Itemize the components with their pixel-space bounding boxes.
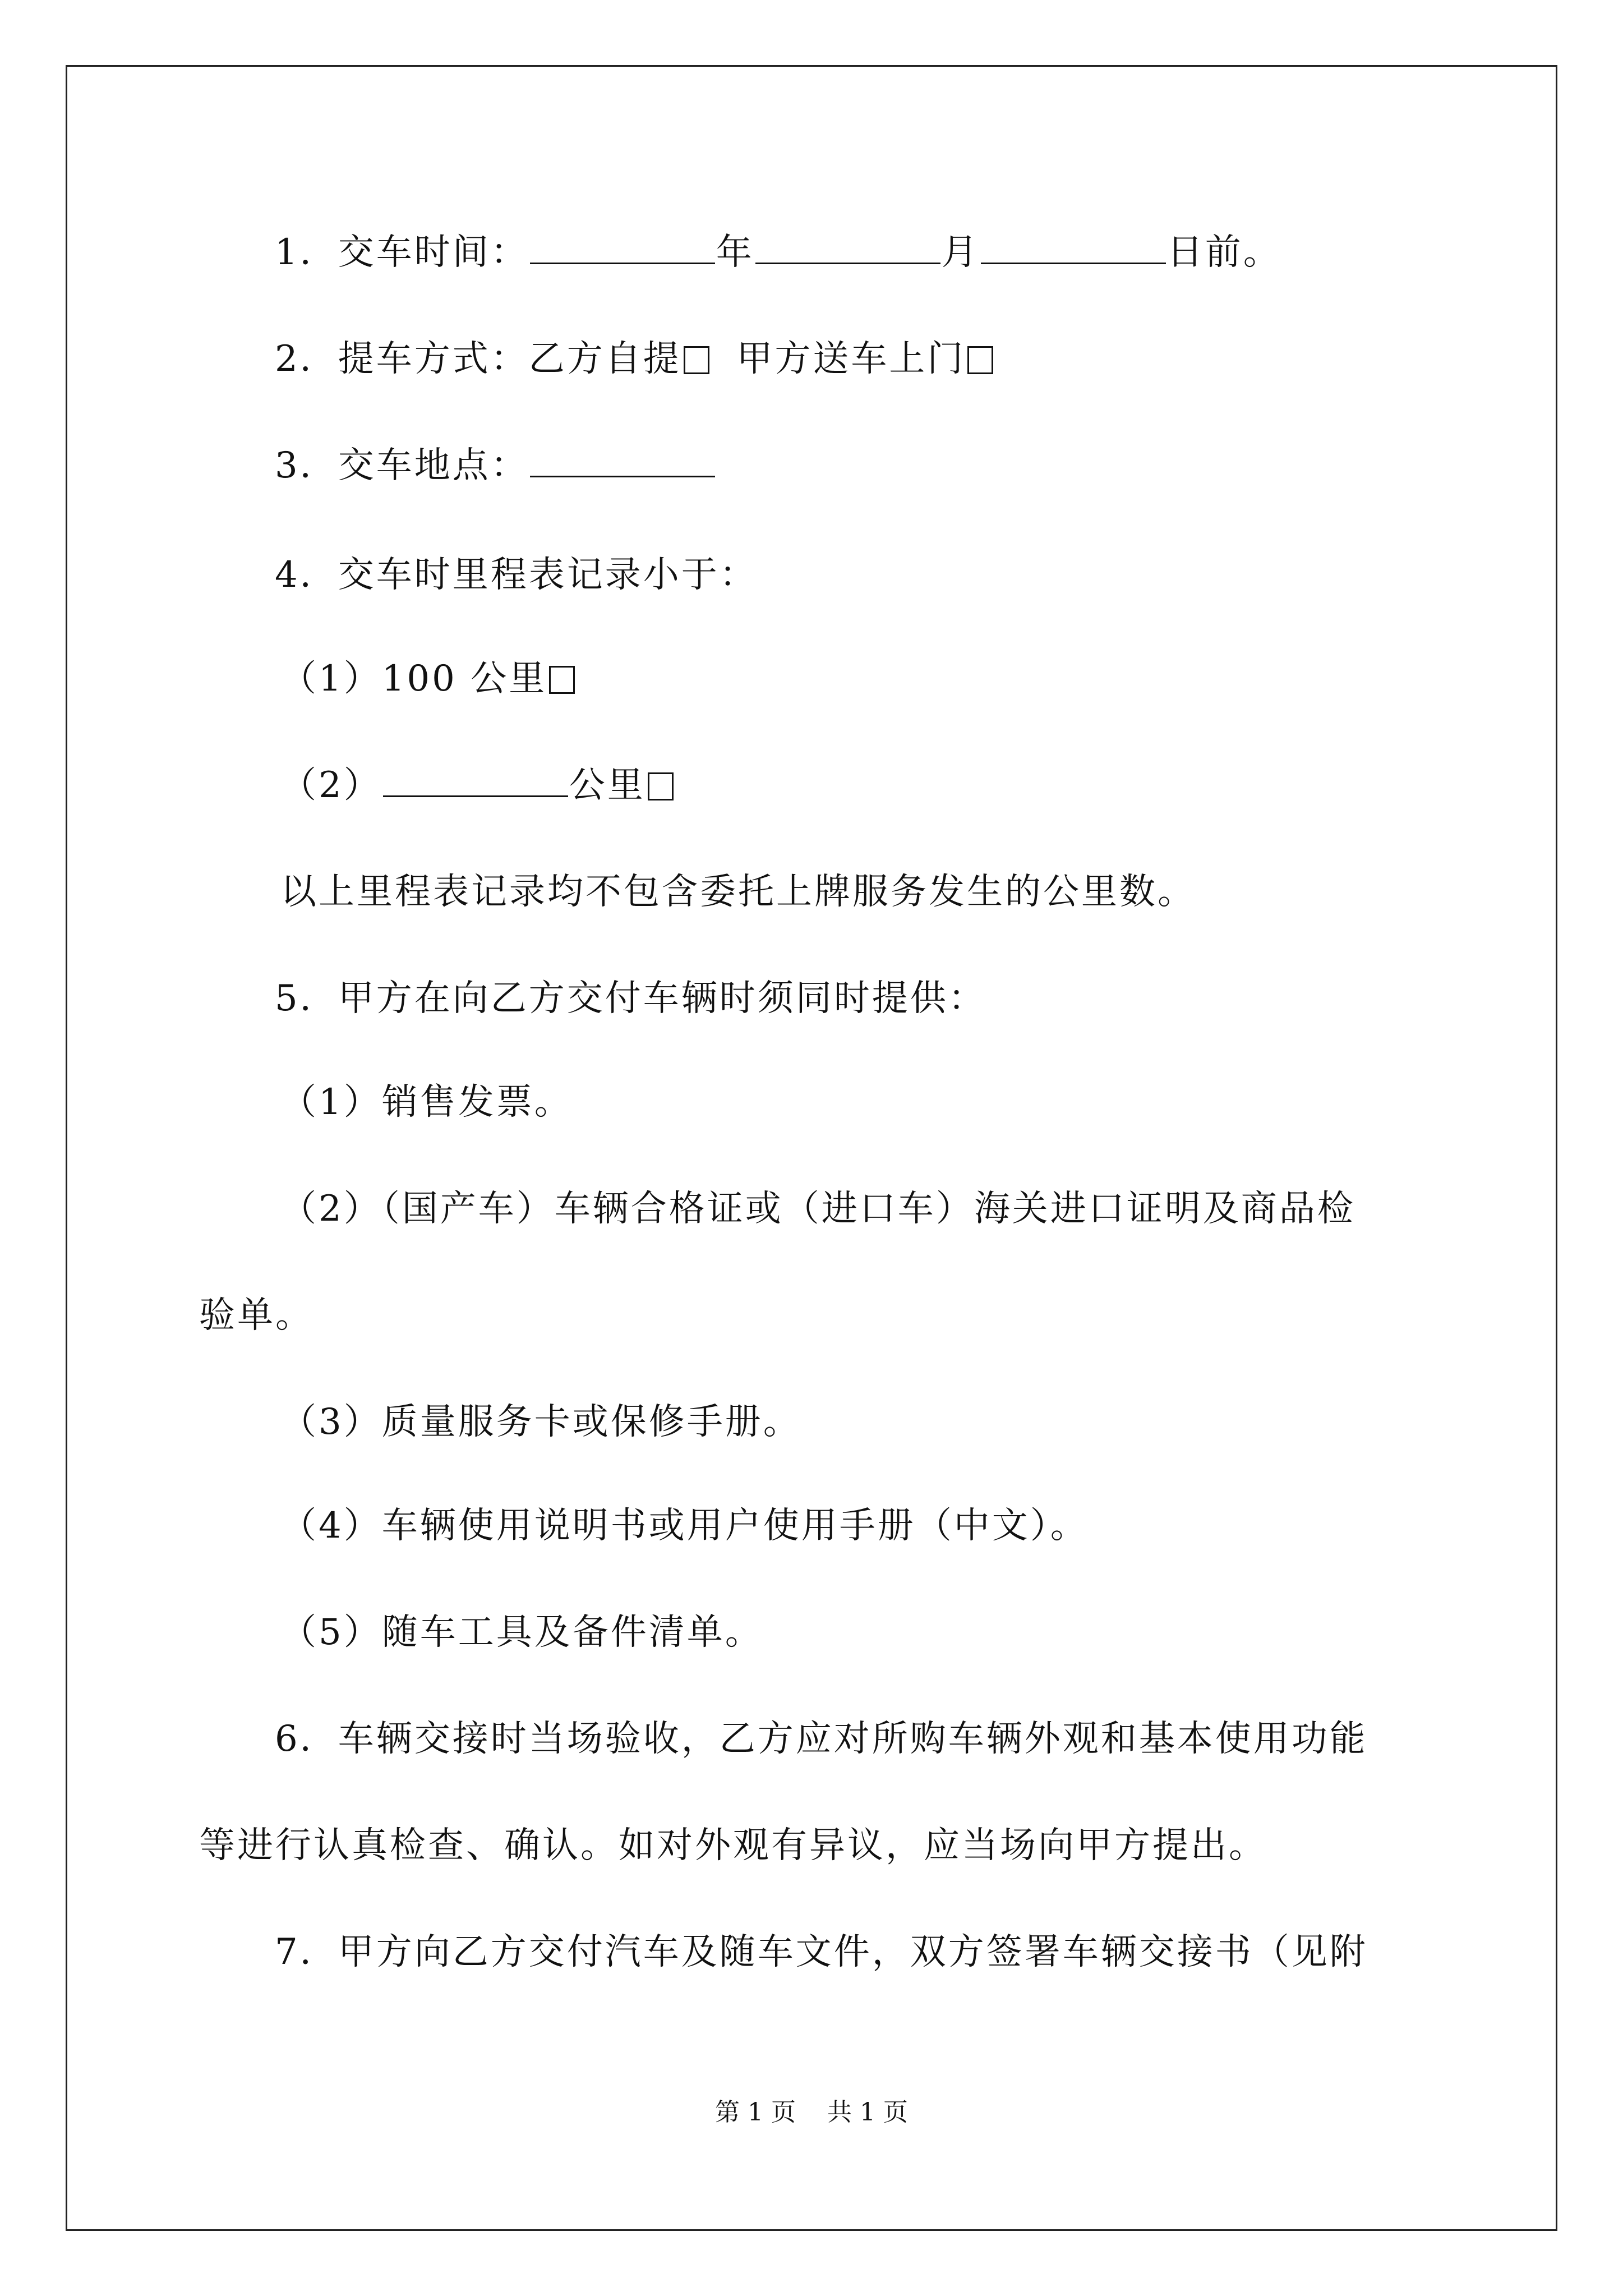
document-item-2-line2: 验单。 <box>199 1295 313 1336</box>
delivery-to-door-checkbox[interactable] <box>967 346 993 374</box>
delivery-to-door-text: 甲方送车上门 <box>736 338 966 380</box>
delivery-location-line <box>275 443 716 488</box>
mileage-blank[interactable] <box>383 763 568 797</box>
day-text: 日前。 <box>1166 232 1281 273</box>
month-text: 月 <box>941 232 980 273</box>
location-blank[interactable] <box>530 443 715 477</box>
mileage-note: 以上里程表记录均不包含委托上牌服务发生的公里数。 <box>280 871 1196 913</box>
mileage-option-2-prefix: （2） <box>280 765 382 806</box>
pickup-method-label: 2．提车方式： <box>275 338 529 380</box>
document-item-1: （1）销售发票。 <box>280 1082 573 1123</box>
year-blank[interactable] <box>530 230 715 264</box>
mileage-label: 4．交车时里程表记录小于： <box>275 554 758 596</box>
handover-line1: 7．甲方向乙方交付汽车及随车文件，双方签署车辆交接书（见附 <box>275 1931 1368 1973</box>
document-item-4: （4）车辆使用说明书或用户使用手册（中文）。 <box>280 1505 1089 1547</box>
mileage-custom-checkbox[interactable] <box>648 772 674 800</box>
day-blank[interactable] <box>981 230 1166 264</box>
mileage-option-2 <box>280 763 674 808</box>
inspection-line2: 等进行认真检查、确认。如对外观有异议，应当场向甲方提出。 <box>199 1825 1267 1866</box>
month-blank[interactable] <box>755 230 940 264</box>
mileage-option-1 <box>280 656 575 701</box>
document-item-3: （3）质量服务卡或保修手册。 <box>280 1401 801 1443</box>
page-border <box>66 65 1557 2231</box>
delivery-time-label: 1．交车时间： <box>275 232 529 273</box>
mileage-100-checkbox[interactable] <box>549 666 575 694</box>
mileage-option-1-text: （1）100 公里 <box>280 658 547 700</box>
self-pickup-text: 乙方自提 <box>528 338 681 380</box>
document-item-5: （5）随车工具及备件清单。 <box>280 1612 763 1653</box>
self-pickup-checkbox[interactable] <box>684 346 709 374</box>
inspection-line1: 6．车辆交接时当场验收，乙方应对所购车辆外观和基本使用功能 <box>275 1718 1368 1760</box>
page-footer: 第 1 页 共 1 页 <box>715 2098 908 2127</box>
year-text: 年 <box>716 232 754 273</box>
delivery-location-label: 3．交车地点： <box>275 445 529 486</box>
document-item-2-line1: （2）（国产车）车辆合格证或（进口车）海关进口证明及商品检 <box>280 1188 1355 1230</box>
delivery-time-line <box>275 230 1281 275</box>
pickup-method-line <box>275 337 993 381</box>
mileage-line <box>275 553 758 597</box>
mileage-option-2-suffix: 公里 <box>569 765 645 806</box>
documents-line: 5．甲方在向乙方交付车辆时须同时提供： <box>275 978 986 1019</box>
